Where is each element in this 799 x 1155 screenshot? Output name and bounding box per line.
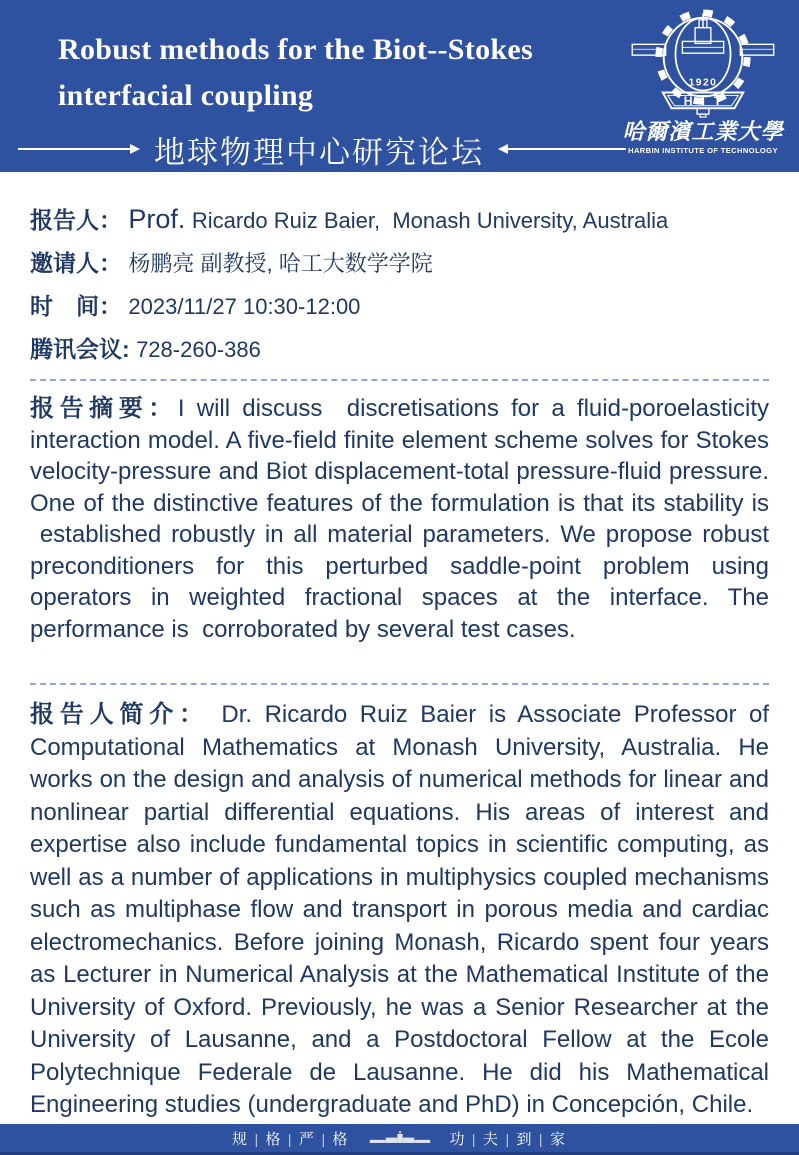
bio-text: Dr. Ricardo Ruiz Baier is Associate Professor of Computational Mathematics at Monash University, Australia. He works on the design and analysis of numerical methods for linear and nonlinear partial differential equations. His areas of interest and expertise also include fundamental topics in scientific computing, as well as a number of applications in multiphysics coupled mechanisms such as multiphase flow and transport in porous media and cardiac electromechanics. Before joining Monash, Ricardo spent four years as Lecturer in Numerical Analysis at the Mathematical Institute of the University of Oxford. Previously, he was a Senior Researcher at the University of Lausanne, and a Postdoctoral Fellow at the Ecole Polytechnique Federale de Lausanne. He did his Mathematical Engineering studies (undergraduate and PhD) in Concepción, Chile. — [30, 701, 770, 1118]
building-icon — [368, 1131, 432, 1146]
dashed-separator-bottom — [30, 683, 769, 685]
seminar-info — [30, 198, 769, 371]
footer — [0, 1124, 799, 1155]
meeting-label: 腾讯会议: — [30, 336, 130, 362]
inviter-value: 杨鹏亮 副教授, 哈工大数学学院 — [128, 251, 433, 276]
left-rule-line — [18, 148, 130, 150]
header — [0, 0, 799, 172]
bio-label: 报告人简介： — [30, 701, 209, 728]
meeting-value: 728-260-386 — [136, 337, 261, 362]
title-line-2: interfacial coupling — [58, 79, 314, 112]
poster-body — [0, 172, 799, 1122]
motto-right: 功 | 夫 | 到 | 家 — [449, 1131, 568, 1148]
logo-acronym: HIT — [683, 93, 731, 108]
hit-logo-block — [619, 8, 787, 155]
info-row-time — [30, 285, 769, 328]
university-name-english: HARBIN INSTITUTE OF TECHNOLOGY — [628, 146, 778, 155]
bio-paragraph — [30, 699, 769, 1122]
info-row-meeting — [30, 328, 769, 371]
motto-left: 规 | 格 | 严 | 格 — [231, 1131, 350, 1148]
arrowhead-right-icon — [130, 144, 140, 154]
right-rule-line — [508, 148, 626, 150]
forum-banner — [0, 128, 626, 170]
speaker-value: Ricardo Ruiz Baier, Monash University, Australia — [191, 208, 669, 233]
speaker-label: 报告人： — [30, 207, 122, 233]
abstract-label: 报告摘要： — [30, 395, 178, 422]
time-label: 时 间： — [30, 293, 122, 319]
logo-year: 1920 — [688, 77, 718, 89]
abstract-paragraph — [30, 393, 769, 645]
seminar-title — [58, 27, 533, 119]
university-name-chinese: 哈爾濱工業大學 — [622, 119, 784, 144]
title-line-1: Robust methods for the Biot--Stokes — [58, 33, 533, 66]
hit-emblem-icon — [627, 8, 779, 120]
dashed-separator-top — [30, 379, 769, 381]
forum-name: 地球物理中心研究论坛 — [154, 134, 484, 170]
inviter-label: 邀请人： — [30, 250, 122, 276]
speaker-prefix: Prof. — [128, 204, 186, 234]
arrowhead-left-icon — [498, 144, 508, 154]
time-value: 2023/11/27 10:30-12:00 — [128, 294, 361, 319]
info-row-inviter — [30, 242, 769, 285]
info-row-speaker — [30, 198, 769, 242]
abstract-text: I will discuss discretisations for a fluid-poroelasticity interaction model. A five-field finite element scheme solves for Stokes velocity-pressure and Biot displacement-total pressure-fluid pressure. One of the distinctive features of the formulation is that its stability is established robustly in all material parameters. We propose robust preconditioners for this perturbed saddle-point problem using operators in weighted fractional spaces at the interface. The performance is corroborated by several test cases. — [30, 395, 770, 643]
